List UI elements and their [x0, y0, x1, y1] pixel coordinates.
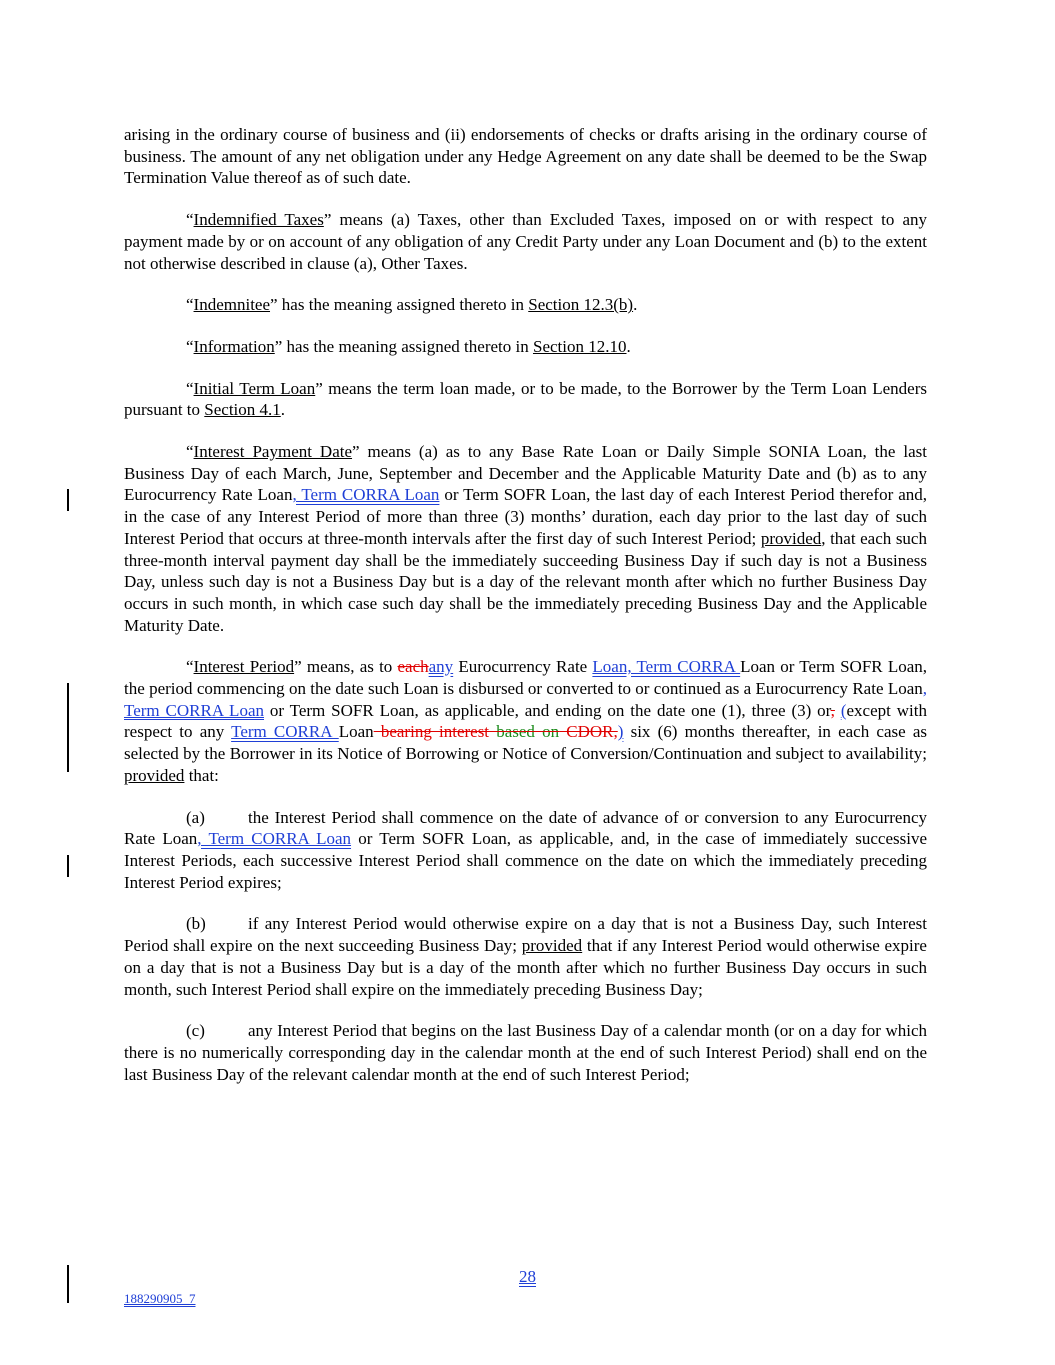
change-bar — [67, 698, 69, 772]
definition-initial-term-loan: “Initial Term Loan” means the term loan made, or to be made, to the Borrower by the Term Loan Lenders pursuant to Section 4.1. — [124, 378, 927, 420]
deleted-text: CDOR, — [559, 722, 618, 742]
inserted-text: Loan, Term CORRA — [592, 657, 741, 677]
emphasis-provided: provided — [124, 765, 185, 785]
change-bar — [67, 855, 69, 877]
emphasis-provided: provided — [521, 936, 583, 956]
clause-c: (c) any Interest Period that begins on the last Business Day of a calendar month (or on a day for which there is no numerically corresponding day in the calendar month at the end of such Interest Period) shall end on the last Business Day of the relevant calendar month at the end of such Interest Period; — [124, 1021, 927, 1084]
deleted-text: bearing interest — [373, 722, 490, 742]
defined-term: Indemnified Taxes — [193, 210, 324, 230]
document-id: 188290905_7 — [124, 1291, 196, 1306]
definition-interest-period: “Interest Period” means, as to eachany Eurocurrency Rate Loan, Term CORRA Loan or Term SOFR Loan, the period commencing on the date such Loan is disbursed or converted to or continued as a Eurocurrency Rate Loan, Term CORRA Loan or Term SOFR Loan, as applicable, and ending on the date one (1), three (3) or, (except with respect to any Term CORRA Loan bearing interest based on CDOR,) six (6) months thereafter, in each case as selected by the Borrower in its Notice of Borrowing or Notice of Conversion/Continuation and subject to availability; provided that: — [124, 657, 928, 785]
clause-b: (b) if any Interest Period would otherwise expire on a day that is not a Business Day, such Interest Period shall expire on the next succeeding Business Day; provided that if any Interest Period would otherwise expire on a day that is not a Business Day but is a day of the month after which no further Business Day occurs in such month, such Interest Period shall expire on the immediately preceding Business Day; — [124, 914, 927, 999]
definition-interest-payment-date: “Interest Payment Date” means (a) as to any Base Rate Loan or Daily Simple SONIA Loan, the last Business Day of each March, June, September and December and the Applicable Maturity Date and (b) as to any Eurocurrency Rate Loan, Term CORRA Loan or Term SOFR Loan, the last day of each Interest Period therefor and, in the case of any Interest Period of more than three (3) months’ duration, each day prior to the last day of such Interest Period that occurs at three-month intervals after the first day of such Interest Period; provided, that each such three-month interval payment day shall be the immediately succeeding Business Day if such day is not a Business Day, unless such day is not a Business Day but is a day of the relevant month after which no further Business Day occurs in such month, in which case such day shall be the immediately preceding Business Day and the Applicable Maturity Date. — [124, 442, 927, 635]
section-reference: Section 4.1 — [204, 400, 281, 420]
defined-term: Information — [193, 336, 275, 356]
section-reference: Section 12.3(b) — [528, 295, 634, 315]
inserted-text: any — [428, 657, 454, 677]
document-body — [124, 124, 927, 1105]
definition-information: “Information” has the meaning assigned thereto in Section 12.10. — [186, 336, 631, 356]
inserted-text: Term CORRA — [231, 722, 339, 742]
definition-indemnitee: “Indemnitee” has the meaning assigned thereto in Section 12.3(b). — [186, 295, 638, 315]
clause-a: (a) the Interest Period shall commence on the date of advance of or conversion to any Eurocurrency Rate Loan, Term CORRA Loan or Term SOFR Loan, as applicable, and, in the case of immediately successive Interest Periods, each successive Interest Period shall commence on the date on which the immediately preceding Interest Period expires; — [124, 807, 927, 892]
inserted-text: ( — [840, 700, 847, 720]
paragraph-continuation: arising in the ordinary course of business and (ii) endorsements of checks or drafts arising in the ordinary course of business. The amount of any net obligation under any Hedge Agreement on any date shall be deemed to be the Swap Termination Value thereof as of such date. — [124, 125, 927, 188]
inserted-text: , Term CORRA Loan — [292, 485, 440, 505]
emphasis-provided: provided — [760, 528, 822, 548]
clause-label: (c) — [186, 1021, 205, 1041]
defined-term: Interest Payment Date — [193, 442, 353, 462]
moved-deleted-text: based on — [489, 722, 560, 742]
change-bar — [67, 489, 69, 511]
inserted-text: , Term CORRA Loan — [124, 679, 927, 720]
clause-label: (b) — [186, 914, 206, 934]
inserted-text: , Term CORRA Loan — [197, 829, 352, 849]
definition-indemnified-taxes: “Indemnified Taxes” means (a) Taxes, other than Excluded Taxes, imposed on or with respect to any payment made by or on account of any obligation of any Credit Party under any Loan Document and (b) to the extent not otherwise described in clause (a), Other Taxes. — [124, 210, 927, 273]
clause-label: (a) — [186, 807, 205, 827]
defined-term: Indemnitee — [193, 295, 271, 315]
deleted-text: each — [397, 657, 429, 677]
inserted-text: ) — [617, 722, 624, 742]
section-reference: Section 12.10 — [532, 336, 627, 356]
defined-term: Initial Term Loan — [193, 378, 316, 398]
page-number: 28 — [519, 1267, 536, 1286]
deleted-text: , — [830, 700, 835, 720]
defined-term: Interest Period — [193, 657, 295, 677]
